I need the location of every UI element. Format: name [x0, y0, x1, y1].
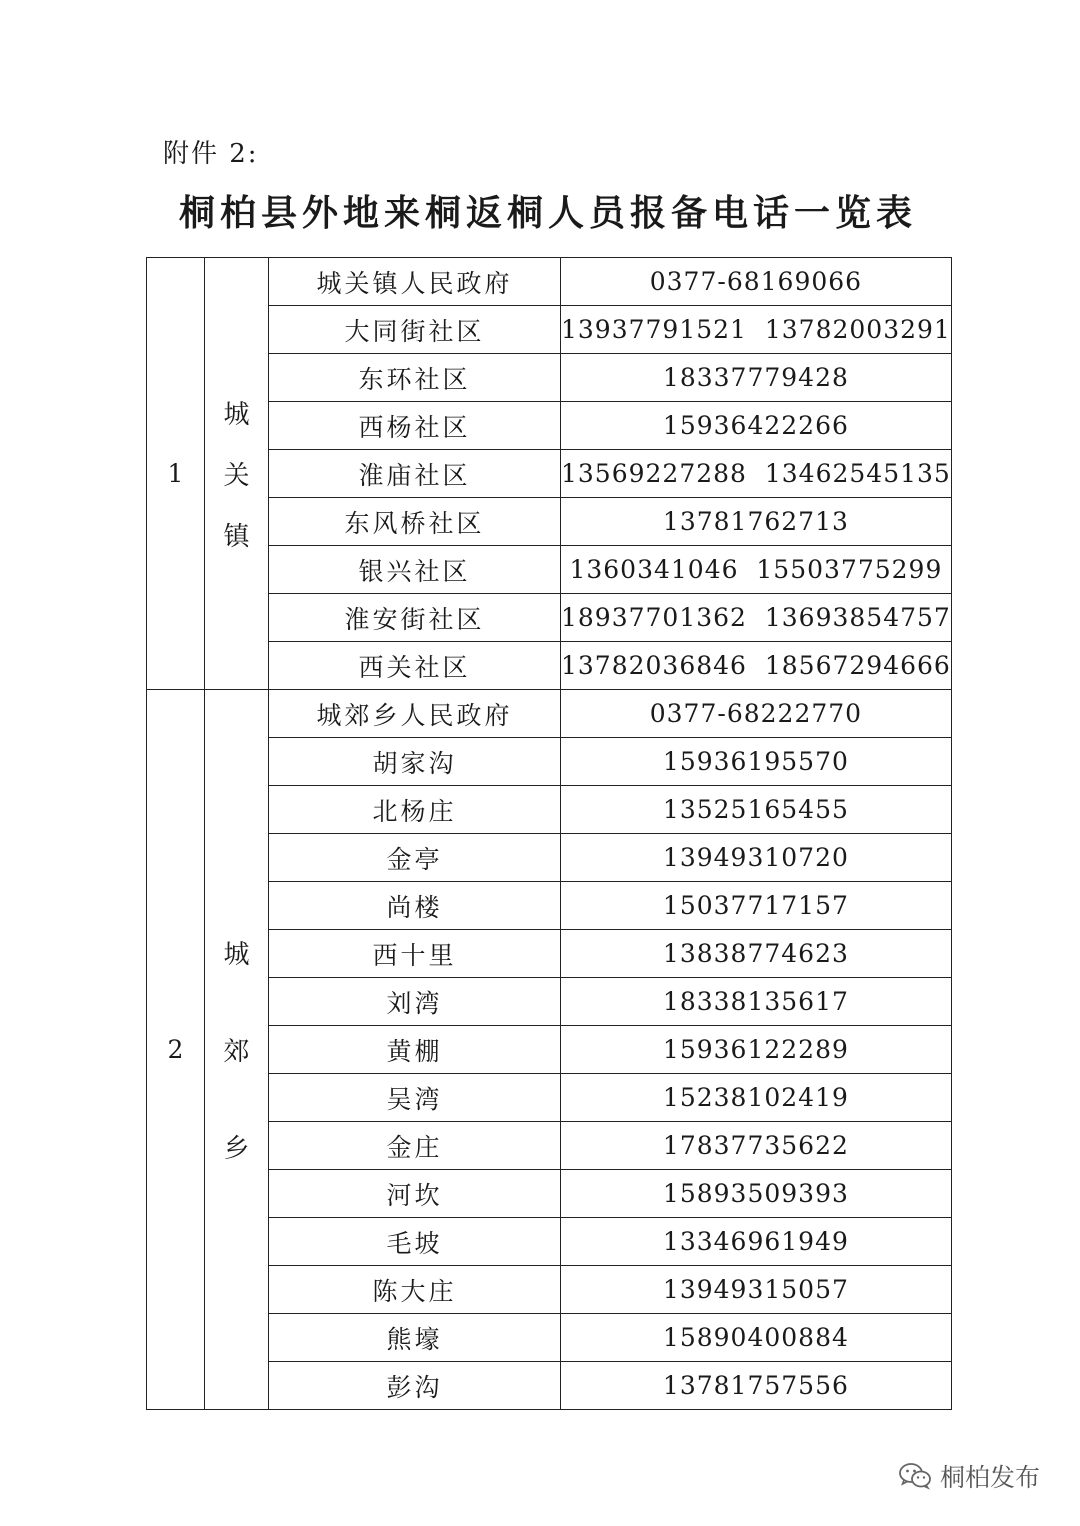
phone-number: 13937791521 13782003291 — [561, 306, 952, 354]
community-name: 大同街社区 — [269, 306, 561, 354]
phone-number: 13346961949 — [561, 1218, 952, 1266]
town-char: 城 — [223, 940, 250, 970]
phone-number: 13949310720 — [561, 834, 952, 882]
community-name: 刘湾 — [269, 978, 561, 1026]
table-row — [147, 690, 952, 738]
community-name: 河坎 — [269, 1170, 561, 1218]
town-name — [205, 690, 269, 1410]
community-name: 西关社区 — [269, 642, 561, 690]
phone-number: 15890400884 — [561, 1314, 952, 1362]
community-name: 尚楼 — [269, 882, 561, 930]
phone-number: 13781757556 — [561, 1362, 952, 1410]
phone-number: 18337779428 — [561, 354, 952, 402]
phone-number: 0377-68222770 — [561, 690, 952, 738]
phone-number: 13782036846 18567294666 — [561, 642, 952, 690]
community-name: 黄棚 — [269, 1026, 561, 1074]
table-body — [147, 258, 952, 1410]
community-name: 彭沟 — [269, 1362, 561, 1410]
community-name: 银兴社区 — [269, 546, 561, 594]
community-name: 东风桥社区 — [269, 498, 561, 546]
community-name: 金庄 — [269, 1122, 561, 1170]
community-name: 淮安街社区 — [269, 594, 561, 642]
phone-number: 13569227288 13462545135 — [561, 450, 952, 498]
phone-number: 15936195570 — [561, 738, 952, 786]
community-name: 东环社区 — [269, 354, 561, 402]
phone-number: 15037717157 — [561, 882, 952, 930]
watermark-text: 桐柏发布 — [940, 1463, 1041, 1492]
community-name: 吴湾 — [269, 1074, 561, 1122]
phone-number: 15936422266 — [561, 402, 952, 450]
wechat-icon — [898, 1462, 932, 1490]
attachment-label: 附件 2: — [163, 139, 259, 169]
phone-number: 1360341046 15503775299 — [561, 546, 952, 594]
town-char: 乡 — [223, 1134, 250, 1164]
phone-number: 18338135617 — [561, 978, 952, 1026]
phone-number: 13949315057 — [561, 1266, 952, 1314]
town-name — [205, 258, 269, 690]
community-name: 城关镇人民政府 — [269, 258, 561, 306]
group-number: 1 — [147, 258, 205, 690]
community-name: 北杨庄 — [269, 786, 561, 834]
community-name: 胡家沟 — [269, 738, 561, 786]
community-name: 淮庙社区 — [269, 450, 561, 498]
phone-number: 15936122289 — [561, 1026, 952, 1074]
document-title: 桐柏县外地来桐返桐人员报备电话一览表 — [178, 192, 917, 234]
town-char: 郊 — [223, 1037, 250, 1067]
community-name: 西杨社区 — [269, 402, 561, 450]
phone-number: 15238102419 — [561, 1074, 952, 1122]
town-char: 城 — [223, 400, 250, 430]
community-name: 金亭 — [269, 834, 561, 882]
community-name: 熊壕 — [269, 1314, 561, 1362]
phone-table — [146, 257, 952, 1410]
community-name: 陈大庄 — [269, 1266, 561, 1314]
group-number: 2 — [147, 690, 205, 1410]
community-name: 西十里 — [269, 930, 561, 978]
community-name: 城郊乡人民政府 — [269, 690, 561, 738]
community-name: 毛坡 — [269, 1218, 561, 1266]
phone-number: 13838774623 — [561, 930, 952, 978]
phone-number: 15893509393 — [561, 1170, 952, 1218]
phone-number: 13781762713 — [561, 498, 952, 546]
town-char: 镇 — [223, 522, 250, 552]
phone-number: 13525165455 — [561, 786, 952, 834]
town-char: 关 — [223, 461, 250, 491]
phone-number: 0377-68169066 — [561, 258, 952, 306]
watermark — [898, 1458, 1040, 1494]
phone-number: 18937701362 13693854757 — [561, 594, 952, 642]
phone-number: 17837735622 — [561, 1122, 952, 1170]
table-row — [147, 258, 952, 306]
